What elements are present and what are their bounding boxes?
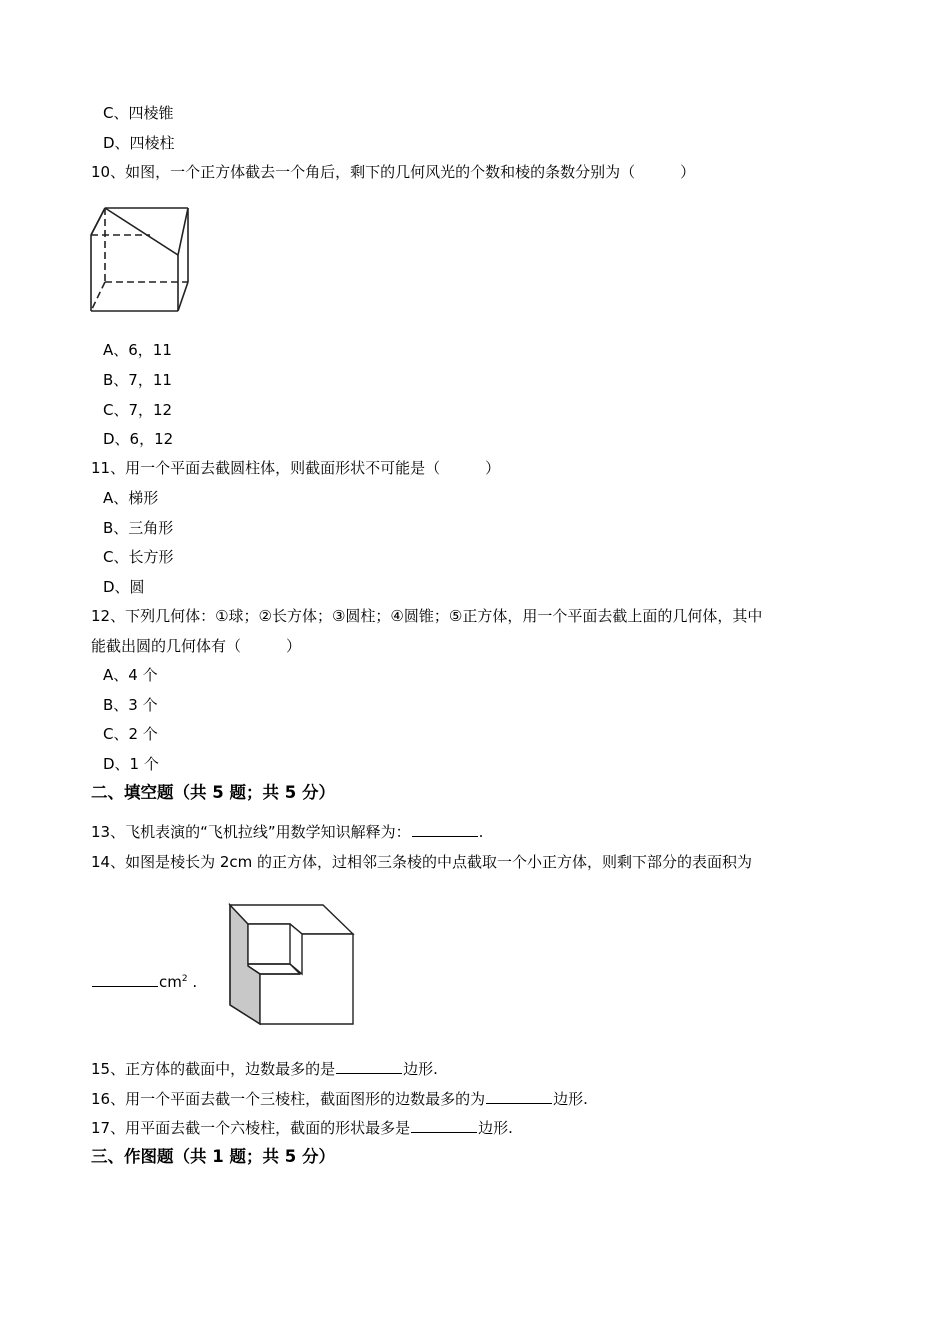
- q12-option-c: C、2 个: [103, 725, 158, 743]
- q16-answer-blank[interactable]: [486, 1089, 552, 1104]
- section-3-title: 三、作图题（共 1 题；共 5 分）: [91, 1147, 335, 1166]
- q14-text: 14、如图是棱长为 2cm 的正方体，过相邻三条棱的中点截取一个小正方体，则剩下部分的表面积为: [91, 853, 753, 871]
- q10-option-c: C、7，12: [103, 401, 173, 419]
- q11-option-b: B、三角形: [103, 519, 174, 537]
- q9-option-c: C、四棱锥: [103, 104, 174, 122]
- q12-option-b: B、3 个: [103, 696, 158, 714]
- q13-text: 13、飞机表演的“飞机拉线”用数学知识解释为：: [91, 823, 411, 841]
- q10-option-a: A、6，11: [103, 341, 172, 359]
- q11-option-d: D、圆: [103, 578, 145, 596]
- section-2-title: 二、填空题（共 5 题；共 5 分）: [91, 783, 335, 802]
- q16-line: [91, 1089, 588, 1109]
- q15-suffix: 边形.: [403, 1060, 438, 1078]
- cube-notch-figure: [226, 902, 358, 1028]
- q11-option-c: C、长方形: [103, 548, 174, 566]
- q14-answer-line: [91, 969, 197, 992]
- q14-answer-blank[interactable]: [92, 972, 158, 987]
- q13-period: .: [478, 823, 484, 841]
- q13-answer-blank[interactable]: [412, 822, 478, 837]
- q11-option-a: A、梯形: [103, 489, 159, 507]
- cube-cut-corner-figure: [88, 203, 194, 315]
- q16-suffix: 边形.: [553, 1090, 588, 1108]
- q15-text: 15、正方体的截面中，边数最多的是: [91, 1060, 336, 1078]
- q9-option-d: D、四棱柱: [103, 134, 175, 152]
- q10-option-d: D、6，12: [103, 430, 174, 448]
- q12-text-line2: 能截出圆的几何体有（ ）: [91, 637, 302, 655]
- q10-text: 10、如图，一个正方体截去一个角后，剩下的几何风光的个数和棱的条数分别为（ ）: [91, 163, 696, 181]
- q13-line: [91, 822, 483, 842]
- q10-option-b: B、7，11: [103, 371, 172, 389]
- q17-answer-blank[interactable]: [411, 1118, 477, 1133]
- q17-text: 17、用平面去截一个六棱柱，截面的形状最多是: [91, 1119, 411, 1137]
- q14-unit: cm: [159, 973, 182, 991]
- q11-text: 11、用一个平面去截圆柱体，则截面形状不可能是（ ）: [91, 459, 501, 477]
- q16-text: 16、用一个平面去截一个三棱柱，截面图形的边数最多的为: [91, 1090, 486, 1108]
- q12-option-d: D、1 个: [103, 755, 159, 773]
- q17-line: [91, 1118, 513, 1138]
- q15-line: [91, 1059, 438, 1079]
- q15-answer-blank[interactable]: [336, 1059, 402, 1074]
- q12-option-a: A、4 个: [103, 666, 158, 684]
- q17-suffix: 边形.: [478, 1119, 513, 1137]
- q14-period: .: [192, 973, 198, 991]
- q12-text-line1: 12、下列几何体：①球；②长方体；③圆柱；④圆锥；⑤正方体，用一个平面去截上面的几何体，其中: [91, 607, 763, 625]
- q14-unit-exponent: 2: [181, 974, 188, 984]
